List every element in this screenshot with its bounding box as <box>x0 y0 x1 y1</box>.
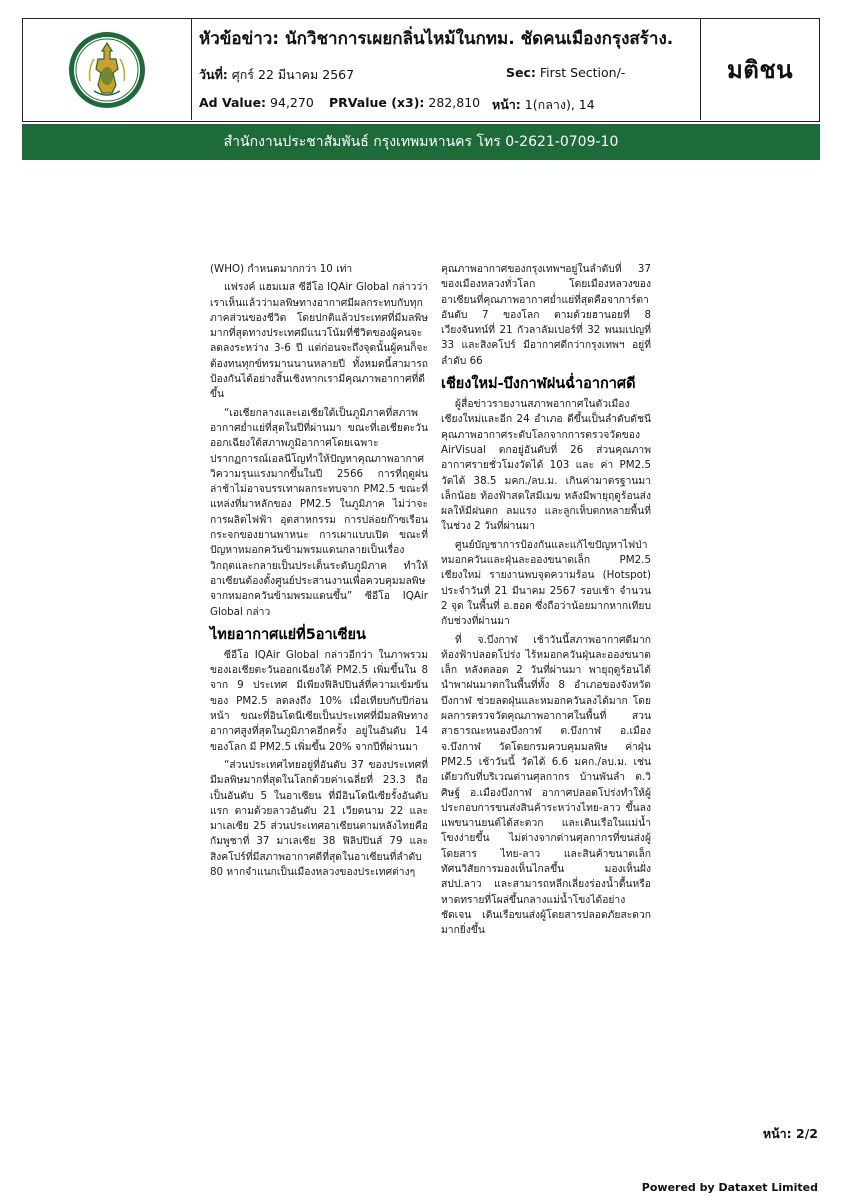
page-group <box>492 95 595 115</box>
publication-cell <box>700 19 819 120</box>
header-box <box>22 18 820 122</box>
page-number: หน้า: 2/2 <box>762 1126 818 1141</box>
subheading: เชียงใหม่-บึงกาฬฝนฉ่ำอากาศดี <box>441 376 636 393</box>
page-value: 1(กลาง), 14 <box>524 97 595 112</box>
powered-by: Powered by Dataxet Limited <box>641 1181 818 1194</box>
headline-row <box>199 25 699 52</box>
paragraph: คุณภาพอากาศของกรุงเทพฯอยู่ในลำดับที่ 37 ของเมืองหลวงทั่วโลก โดยเมืองหลวงของอาเซียนที่คุณภาพอากาศย่ำแย่ที่สุดคือจาการ์ตา อันดับ 7 ของโลก ตามด้วยฮานอยที่ 8 เวียงจันทน์ที่ 21 กัวลาลัมเปอร์ที่ 32 พนมเปญที่ 33 และสิงคโปร์ มีอากาศดีกว่ากรุงเทพฯ อยู่ที่ลำดับ 66 <box>441 263 651 367</box>
date-section-row <box>199 65 699 85</box>
paragraph: แฟรงค์ แฮมเมส ซีอีโอ IQAir Global กล่าวว่า เราเห็นแล้วว่ามลพิษทางอากาศมีผลกระทบกับทุกภาคส่วนของชีวิต โดยปกติแล้วประเทศที่มีมลพิษมากที่สุดทางประเทศมีแนวโน้มที่ชีวิตของผู้คนจะลดลงระหว่าง 3-6 ปี แต่ก่อนจะถึงจุดนั้นผู้คนก็จะต้องทนทุกข์ทรมานนานหลายปี ทั้งหมดนี้สามารถป้องกันได้อย่างสิ้นเชิงหากเรามีคุณภาพอากาศที่ดีขึ้น <box>210 281 428 401</box>
section-label: Sec: <box>506 65 536 80</box>
headline-text: นักวิชาการเผยกลิ่นไหม้ในกทม. ชัดคนเมืองกรุงสร้าง. <box>285 29 674 49</box>
paragraph: “เอเชียกลางและเอเชียใต้เป็นภูมิภาคที่สภาพอากาศย่ำแย่ที่สุดในปีที่ผ่านมา ขณะที่เอเชียตะวันออกเฉียงใต้สภาพภูมิอากาศโดยเฉพาะปรากฏการณ์เอลนีโญทำให้ปัญหาคุณภาพอากาศวิความรุนแรงมากขึ้นในปี 2566 การที่ฤดูฝนล่าช้าไม่อาจบรรเทาผลกระทบจาก PM2.5 ขณะที่แหล่งที่มาหลักของ PM2.5 ในภูมิภาค ไม่ว่าจะการผลิตไฟฟ้า อุตสาหกรรม การปล่อยก๊าซเรือนกระจกของยานพาหนะ การเผาแบบเปิด ขณะที่ปัญหาหมอกควันข้ามพรมแดนกลายเป็นเรื่องวิกฤตและกลายเป็นประเด็นระดับภูมิภาค ทำให้อาเซียนต้องตั้งศูนย์ประสานงานเพื่อควบคุมมลพิษจากหมอกควันข้ามพรมแดนขึ้น” ซีอีโอ IQAir Global กล่าว <box>210 406 428 618</box>
paragraph: (WHO) กำหนดมากกว่า 10 เท่า <box>210 263 353 275</box>
pr-value-label: PRValue (x3): <box>329 95 425 110</box>
paragraph: ผู้สื่อข่าวรายงานสภาพอากาศในตัวเมืองเชียงใหม่และอีก 24 อำเภอ ดีขึ้นเป็นลำดับดัชนีคุณภาพอากาศระดับโลกจากการตรวจวัดของ AirVisual ตกอยู่อันดับที่ 26 ส่วนคุณภาพอากาศรายชั่วโมงวัดได้ 103 และ ค่า PM2.5 วัดได้ 38.5 มคก./ลบ.ม. เกินค่ามาตรฐานมาเล็กน้อย ท้องฟ้าสดใสมีเมฆ หลังมีพายุฤดูร้อนส่งผลให้มีฝนตก ลมแรง และลูกเห็บตกหลายพื้นที่ในช่วง 2 วันที่ผ่านมา <box>441 398 651 533</box>
paragraph: ที่ จ.บึงกาฬ เช้าวันนี้สภาพอากาศดีมาก ท้องฟ้าปลอดโปร่ง ไร้หมอกควันฝุ่นละอองขนาดเล็ก หลังตลอด 2 วันที่ผ่านมา พายุฤดูร้อนได้นำพาฝนมาตกในพื้นที่ทั้ง 8 อำเภอของจังหวัดบึงกาฬ ช่วยลดฝุ่นและหมอกควันลงได้มาก โดยผลการตรวจวัดคุณภาพอากาศในพื้นที่ สวนสาธารณะหนองบึงกาฬ ต.บึงกาฬ อ.เมือง จ.บึงกาฬ วัดโดยกรมควบคุมมลพิษ ค่าฝุ่น PM2.5 เช้าวันนี้ วัดได้ 6.6 มคก./ลบ.ม. เช่นเดียวกับที่บริเวณด่านศุลกากร บ้านพันลำ ต.วิศิษฐ์ อ.เมืองบึงกาฬ อากาศปลอดโปร่งทำให้ผู้ประกอบการขนส่งสินค้าระหว่างไทย-ลาว ขึ้นลงแพขนานยนต์ได้สะดวก และเดินเรือในแม่น้ำโขงง่ายขึ้น ไม่ต่างจากด่านศุลกากรที่ขนส่งผู้โดยสาร ไทย-ลาว และสินค้าขนาดเล็ก ทัศนวิสัยการมองเห็นไกลขึ้น มองเห็นฝั่ง สปป.ลาว และสามารถหลีกเลี่ยงร่องน้ำตื้นหรือหาดทรายที่โผล่ขึ้นกลางแม่น้ำโขงได้อย่างชัดเจน เดินเรือขนส่งผู้โดยสารปลอดภัยสะดวกมากยิ่งขึ้น <box>441 633 651 937</box>
paragraph: “ส่วนประเทศไทยอยู่ที่อันดับ 37 ของประเทศที่มีมลพิษมากที่สุดในโลกด้วยค่าเฉลี่ยที่ 23.3 ถือเป็นอันดับ 5 ในอาเซียน ที่มีอินโดนีเซียรั้งอันดับแรก ตามด้วยลาวอันดับ 21 เวียดนาม 22 และมาเลเซีย 25 ส่วนประเทศอาเซียนตามหลังไทยคือ กัมพูชาที่ 37 มาเลเซีย 38 ฟิลิปปินส์ 79 และสิงคโปร์ที่มีสภาพอากาศดีที่สุดในอาเซียนที่ลำดับ 80 หากจำแนกเป็นเมืองหลวงของประเทศต่างๆ <box>210 758 428 878</box>
article-column-1 <box>210 262 428 883</box>
date-label: วันที่: <box>199 67 228 82</box>
pr-value: 282,810 <box>428 95 481 110</box>
section-group <box>506 65 625 80</box>
value-row <box>199 95 699 110</box>
paragraph: ซีอีโอ IQAir Global กล่าวอีกว่า ในภาพรวมของเอเชียตะวันออกเฉียงใต้ PM2.5 เพิ่มขึ้นใน 8 จาก 9 ประเทศ มีเพียงฟิลิปปินส์ที่ความเข้มข้นของ PM2.5 ลดลงถึง 10% เมื่อเทียบกับปีก่อนหน้า ขณะที่อินโดนีเซียเป็นประเทศที่มีมลพิษทางอากาศสูงที่สุดในภูมิภาคอีกครั้ง อยู่ในอันดับ 14 ของโลก มี PM2.5 เพิ่มขึ้น 20% จากปีที่ผ่านมา <box>210 648 428 753</box>
subheading: ไทยอากาศแย่ที่5อาเซียน <box>210 626 366 643</box>
headline-label: หัวข้อข่าว: <box>199 29 280 49</box>
paragraph: ศูนย์บัญชาการป้องกันและแก้ไขปัญหาไฟป่าหมอกควันและฝุ่นละอองขนาดเล็ก PM2.5 เชียงใหม่ รายงานพบจุดความร้อน (Hotspot) ประจำวันที่ 21 มีนาคม 2567 รอบเช้า จำนวน 2 จุด ในพื้นที่ อ.ฮอด ซึ่งถือว่าน้อยมากหากเทียบกับช่วงที่ผ่านมา <box>441 538 651 628</box>
date-value: ศุกร์ 22 มีนาคม 2567 <box>231 67 355 82</box>
publication-logo: มติชน <box>726 56 794 84</box>
article-column-2 <box>441 262 651 941</box>
page-label: หน้า: <box>492 97 521 112</box>
ad-value: 94,270 <box>270 95 314 110</box>
info-cell <box>199 25 699 117</box>
pr-value-group <box>329 95 480 110</box>
section-value: First Section/- <box>539 65 626 80</box>
logo-cell <box>23 19 192 120</box>
bma-seal-icon <box>66 29 148 111</box>
ad-value-label: Ad Value: <box>199 95 267 110</box>
office-bar: สำนักงานประชาสัมพันธ์ กรุงเทพมหานคร โทร 0-2621-0709-10 <box>22 124 820 160</box>
